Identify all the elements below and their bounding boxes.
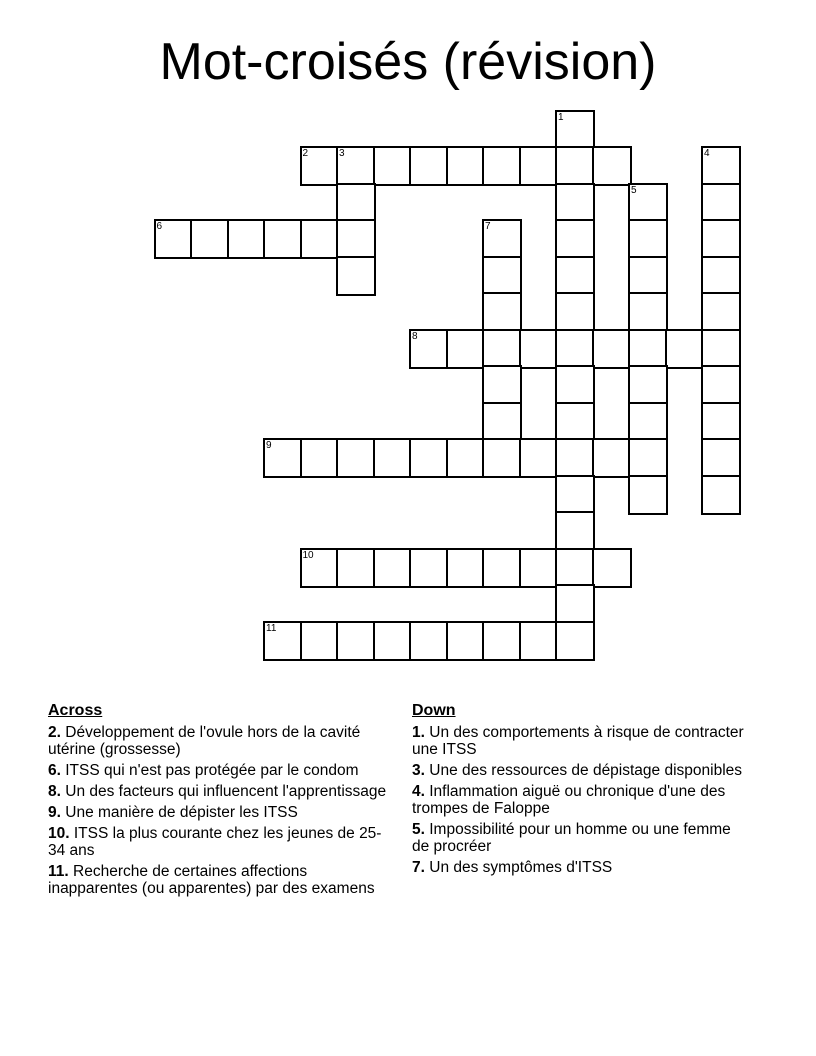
- grid-cell[interactable]: [482, 146, 522, 186]
- grid-cell[interactable]: [154, 219, 194, 259]
- clue-number: 8.: [48, 783, 61, 800]
- grid-cell[interactable]: [701, 146, 741, 186]
- clue-number-label: 8: [412, 330, 418, 342]
- grid-cell[interactable]: [665, 329, 705, 369]
- grid-cell[interactable]: [628, 219, 668, 259]
- clue-across-9: [48, 804, 388, 821]
- grid-cell[interactable]: [628, 329, 668, 369]
- clue-across-10: [48, 825, 388, 859]
- grid-cell[interactable]: [482, 292, 522, 332]
- grid-cell[interactable]: [628, 183, 668, 223]
- grid-cell[interactable]: [701, 219, 741, 259]
- grid-cell[interactable]: [555, 621, 595, 661]
- down-clues: [412, 702, 752, 880]
- grid-cell[interactable]: [555, 292, 595, 332]
- clue-down-4: [412, 783, 752, 817]
- grid-cell[interactable]: [701, 183, 741, 223]
- clue-text: Impossibilité pour un homme ou une femme de procréer: [412, 821, 731, 855]
- grid-cell[interactable]: [373, 146, 413, 186]
- grid-cell[interactable]: [336, 146, 376, 186]
- grid-cell[interactable]: [409, 146, 449, 186]
- grid-cell[interactable]: [336, 548, 376, 588]
- clue-number-label: 1: [558, 111, 564, 123]
- grid-cell[interactable]: [519, 548, 559, 588]
- grid-cell[interactable]: [263, 621, 303, 661]
- clue-number-label: 10: [302, 549, 314, 561]
- grid-cell[interactable]: [190, 219, 230, 259]
- clue-text: Recherche de certaines affections inapparentes (ou apparentes) par des examens: [48, 863, 375, 897]
- clue-text: ITSS la plus courante chez les jeunes de 25-34 ans: [48, 825, 382, 859]
- grid-cell[interactable]: [628, 438, 668, 478]
- grid-cell[interactable]: [446, 548, 486, 588]
- clue-across-11: [48, 863, 388, 897]
- grid-cell[interactable]: [628, 402, 668, 442]
- grid-cell[interactable]: [300, 219, 340, 259]
- clue-number-label: 4: [704, 148, 710, 159]
- clue-down-3: [412, 762, 752, 779]
- grid-cell[interactable]: [592, 548, 632, 588]
- grid-cell[interactable]: [446, 329, 486, 369]
- clue-number: 7.: [412, 859, 425, 876]
- grid-cell[interactable]: [482, 219, 522, 259]
- clue-text: Un des comportements à risque de contracter une ITSS: [412, 724, 744, 758]
- grid-cell[interactable]: [373, 438, 413, 478]
- grid-cell[interactable]: [555, 584, 595, 624]
- clue-number: 10.: [48, 825, 70, 842]
- grid-cell[interactable]: [336, 183, 376, 223]
- grid-cell[interactable]: [300, 438, 340, 478]
- grid-cell[interactable]: [555, 256, 595, 296]
- grid-cell[interactable]: [482, 256, 522, 296]
- down-heading: Down: [412, 702, 456, 719]
- grid-cell[interactable]: [701, 256, 741, 296]
- grid-cell[interactable]: [300, 146, 340, 186]
- clue-number-label: 9: [266, 440, 272, 451]
- grid-cell[interactable]: [555, 511, 595, 551]
- grid-cell[interactable]: [409, 438, 449, 478]
- grid-cell[interactable]: [701, 365, 741, 405]
- grid-cell[interactable]: [555, 329, 595, 369]
- clue-number: 1.: [412, 724, 425, 741]
- grid-cell[interactable]: [409, 621, 449, 661]
- grid-cell[interactable]: [555, 475, 595, 515]
- grid-cell[interactable]: [409, 548, 449, 588]
- grid-cell[interactable]: [555, 365, 595, 405]
- clue-number: 11.: [48, 863, 69, 880]
- grid-cell[interactable]: [336, 256, 376, 296]
- clue-number-label: 7: [485, 221, 491, 232]
- grid-cell[interactable]: [336, 219, 376, 259]
- grid-cell[interactable]: [227, 219, 267, 259]
- clue-number: 6.: [48, 762, 61, 779]
- grid-cell[interactable]: [373, 621, 413, 661]
- grid-cell[interactable]: [519, 146, 559, 186]
- grid-cell[interactable]: [628, 292, 668, 332]
- grid-cell[interactable]: [519, 621, 559, 661]
- grid-cell[interactable]: [263, 438, 303, 478]
- clue-number: 9.: [48, 804, 61, 821]
- clue-number-label: 6: [156, 221, 163, 232]
- grid-cell[interactable]: [482, 621, 522, 661]
- clue-number: 3.: [412, 762, 425, 779]
- clue-text: Développement de l'ovule hors de la cavité utérine (grossesse): [48, 724, 361, 758]
- clue-number: 2.: [48, 724, 61, 741]
- grid-cell[interactable]: [592, 146, 632, 186]
- clue-down-5: [412, 821, 752, 855]
- grid-cell[interactable]: [555, 183, 595, 223]
- grid-cell[interactable]: [482, 329, 522, 369]
- clue-text: Inflammation aiguë ou chronique d'une des trompes de Faloppe: [412, 783, 726, 817]
- clue-number-label: 5: [631, 184, 637, 196]
- grid-cell[interactable]: [409, 329, 449, 369]
- grid-cell[interactable]: [519, 438, 559, 478]
- grid-cell[interactable]: [628, 365, 668, 405]
- grid-cell[interactable]: [555, 548, 595, 588]
- grid-cell[interactable]: [300, 621, 340, 661]
- across-heading: Across: [48, 702, 103, 719]
- grid-cell[interactable]: [592, 438, 632, 478]
- clue-number-label: 3: [339, 148, 345, 159]
- clue-across-2: [48, 724, 388, 758]
- grid-cell[interactable]: [336, 438, 376, 478]
- clue-down-1: [412, 724, 752, 758]
- grid-cell[interactable]: [628, 256, 668, 296]
- page-title: Mot-croisés (révision): [159, 33, 657, 91]
- grid-cell[interactable]: [300, 548, 340, 588]
- grid-cell[interactable]: [263, 219, 303, 259]
- grid-cell[interactable]: [482, 365, 522, 405]
- clue-down-7: [412, 859, 752, 876]
- clue-across-6: [48, 762, 388, 779]
- grid-cell[interactable]: [701, 292, 741, 332]
- grid-cell[interactable]: [336, 621, 376, 661]
- clue-number: 4.: [412, 783, 425, 800]
- grid-cell[interactable]: [555, 438, 595, 478]
- grid-cell[interactable]: [701, 329, 741, 369]
- clue-text: Un des symptômes d'ITSS: [429, 859, 613, 876]
- clue-text: Une manière de dépister les ITSS: [65, 804, 298, 821]
- grid-cell[interactable]: [701, 475, 741, 515]
- clue-text: ITSS qui n'est pas protégée par le condom: [65, 762, 359, 779]
- clue-text: Un des facteurs qui influencent l'apprentissage: [65, 783, 387, 800]
- grid-cell[interactable]: [555, 219, 595, 259]
- clue-text: Une des ressources de dépistage disponibles: [429, 762, 743, 779]
- grid-cell[interactable]: [446, 621, 486, 661]
- grid-cell[interactable]: [701, 402, 741, 442]
- grid-cell[interactable]: [519, 329, 559, 369]
- grid-cell[interactable]: [482, 438, 522, 478]
- clue-number: 5.: [412, 821, 425, 838]
- grid-cell[interactable]: [555, 146, 595, 186]
- grid-cell[interactable]: [446, 438, 486, 478]
- grid-cell[interactable]: [555, 402, 595, 442]
- grid-cell[interactable]: [373, 548, 413, 588]
- grid-cell[interactable]: [701, 438, 741, 478]
- clue-number-label: 2: [302, 148, 309, 159]
- grid-cell[interactable]: [592, 329, 632, 369]
- across-clues: [48, 702, 388, 901]
- clue-number-label: 11: [266, 622, 277, 634]
- grid-cell[interactable]: [482, 402, 522, 442]
- grid-cell[interactable]: [555, 110, 595, 150]
- clue-across-8: [48, 783, 388, 800]
- grid-cell[interactable]: [628, 475, 668, 515]
- grid-cell[interactable]: [482, 548, 522, 588]
- grid-cell[interactable]: [446, 146, 486, 186]
